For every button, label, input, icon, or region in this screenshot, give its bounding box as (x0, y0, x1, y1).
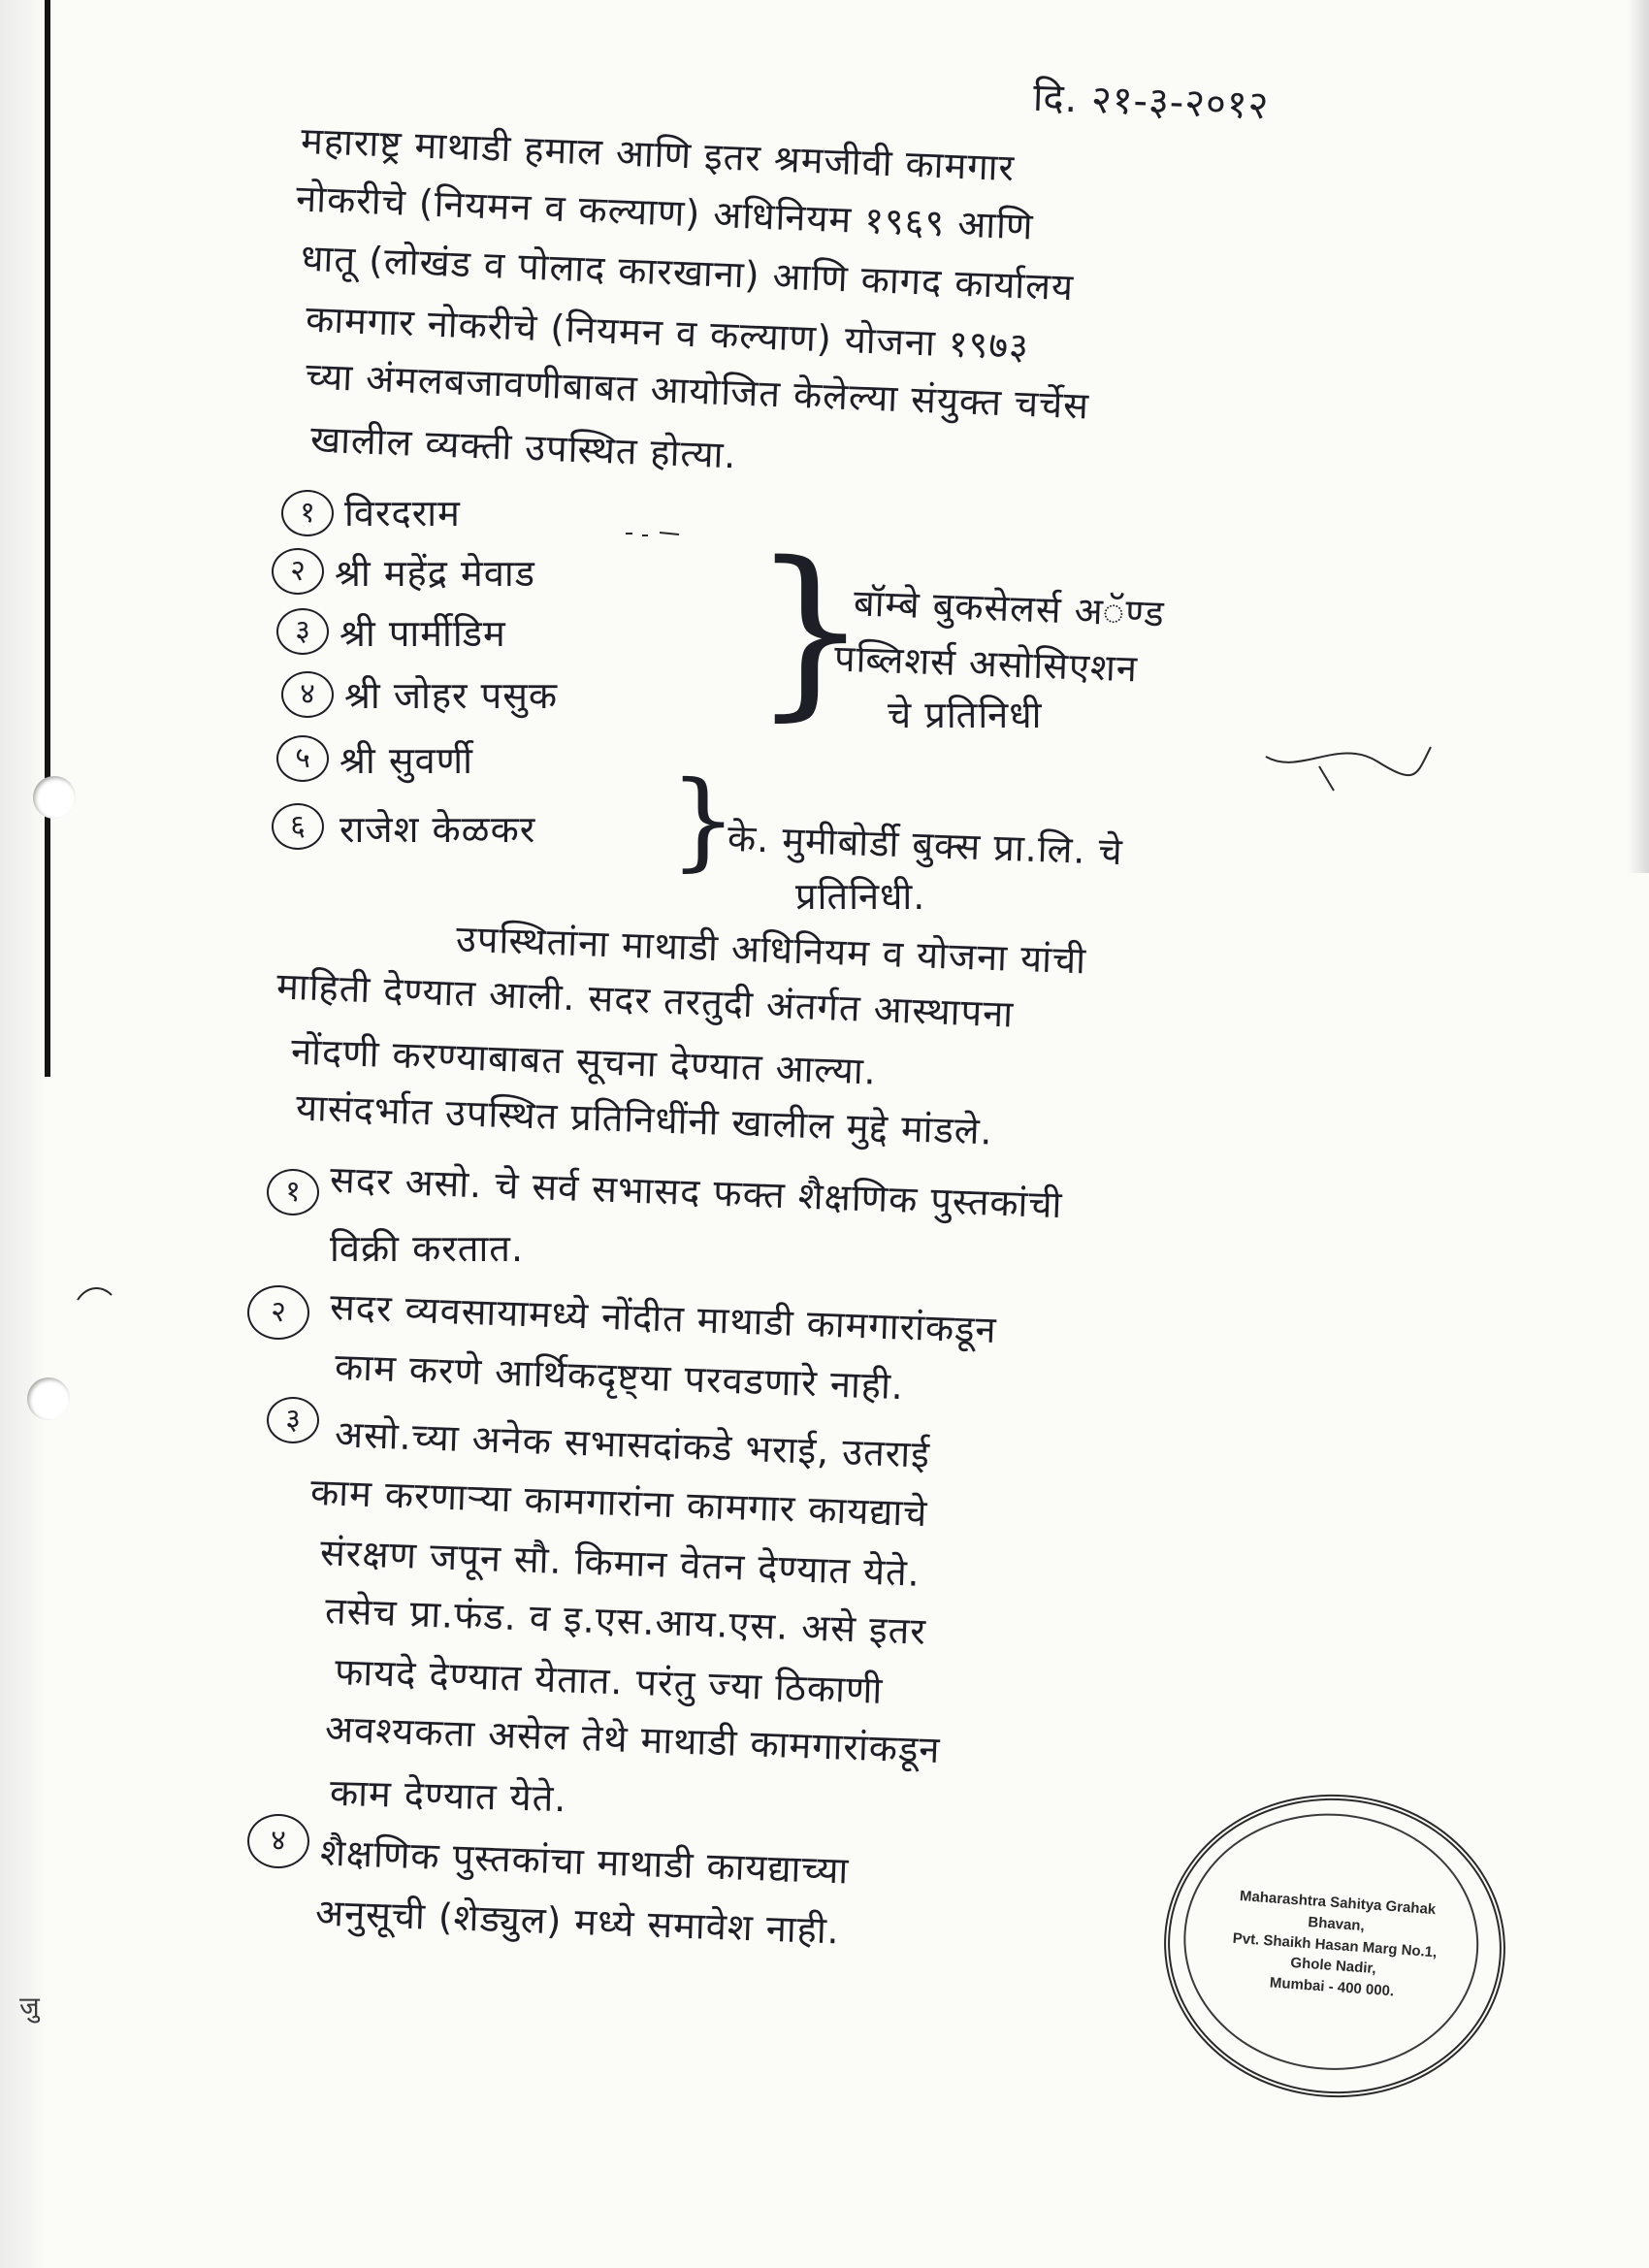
attendee-name-2: श्री महेंद्र मेवाड (335, 552, 536, 595)
para2-line-4: यासंदर्भात उपस्थित प्रतिनिधींनी खालील मुद्दे मांडले. (295, 1085, 994, 1153)
attendee-number-4: ४ (281, 671, 334, 718)
point-3-line-5: फायदे देण्यात येतात. परंतु ज्या ठिकाणी (334, 1650, 885, 1712)
point-1-line-2: विक्री करतात. (330, 1227, 525, 1270)
margin-tick-mark (73, 1280, 131, 1310)
attendee-number-5: ५ (276, 735, 329, 782)
organization-stamp (1154, 1783, 1516, 2109)
point-2-line-2: काम करणे आर्थिकदृष्ट्या परवडणारे नाही. (334, 1345, 905, 1409)
brace-group-2: } (669, 758, 737, 882)
point-number-3: ३ (267, 1397, 319, 1443)
intro-line-6: खालील व्यक्ती उपस्थित होत्या. (309, 417, 738, 477)
attendee-number-2: २ (272, 548, 324, 595)
stamp-line-3: Pvt. Shaikh Hasan Marg No.1, (1232, 1929, 1438, 1960)
attendee-name-5: श्री सुवर्णी (340, 739, 473, 782)
intro-line-5: च्या अंमलबजावणीबाबत आयोजित केलेल्या संयुक्त चर्चेस (305, 354, 1090, 428)
stamp-line-5: Mumbai - 400 000. (1269, 1974, 1395, 2000)
para2-line-1: उपस्थितांना माथाडी अधिनियम व योजना यांची (455, 917, 1087, 983)
attendee-number-3: ३ (276, 608, 329, 655)
group2-rep-line-1: के. मुमीबोर्डी बुक्स प्रा.लि. चे (727, 816, 1124, 874)
point-4-line-1: शैक्षणिक पुस्तकांचा माथाडी कायद्याच्या (319, 1831, 851, 1893)
intro-line-2: नोकरीचे (नियमन व कल्याण) अधिनियम १९६९ आणि (295, 177, 1035, 248)
para2-line-3: नोंदणी करण्याबाबत सूचना देण्यात आल्या. (290, 1029, 878, 1093)
attendee-number-6: ६ (272, 803, 324, 850)
group1-rep-line-3: चे प्रतिनिधी (888, 694, 1043, 736)
point-number-4: ४ (247, 1814, 309, 1868)
point-3-line-6: अवश्यकता असेल तेथे माथाडी कामगारांकडून (324, 1706, 942, 1772)
stray-dots-mark (621, 524, 689, 543)
brace-group-1: } (752, 523, 869, 737)
para2-line-2: माहिती देण्यात आली. सदर तरतुदी अंतर्गत आस्थापना (275, 964, 1015, 1036)
attendee-name-4: श्री जोहर पसुक (344, 674, 559, 717)
intro-line-3: धातू (लोखंड व पोलाद कारखाना) आणि कागद कार्यालय (300, 236, 1075, 309)
intro-line-4: कामगार नोकरीचे (नियमन व कल्याण) योजना १९७३ (305, 297, 1030, 369)
attendee-name-1: विरदराम (344, 492, 461, 535)
point-number-2: २ (247, 1285, 309, 1340)
stray-pen-scribble (1261, 718, 1436, 795)
attendee-name-3: श्री पार्मीडिम (340, 612, 506, 655)
point-3-line-1: असो.च्या अनेक सभासदांकडे भराई, उतराई (334, 1412, 931, 1476)
punch-hole-top (33, 776, 76, 819)
point-3-line-2: काम करणाऱ्या कामगारांना कामगार कायद्याचे (309, 1470, 929, 1536)
point-3-line-4: तसेच प्रा.फंड. व इ.एस.आय.एस. असे इतर (324, 1589, 927, 1653)
group2-rep-line-2: प्रतिनिधी. (795, 875, 926, 918)
stamp-line-2: Bhavan, (1307, 1913, 1366, 1934)
margin-line (45, 0, 50, 1077)
group1-rep-line-2: पब्लिशर्स असोसिएशन (833, 636, 1139, 691)
margin-mark: जु (19, 1991, 41, 2023)
point-number-1: १ (267, 1169, 319, 1215)
point-4-line-2: अनुसूची (शेड्युल) मध्ये समावेश नाही. (314, 1891, 841, 1953)
point-1-line-1: सदर असो. चे सर्व सभासद फक्त शैक्षणिक पुस्तकांची (329, 1157, 1064, 1227)
point-3-line-7: काम देण्यात येते. (329, 1770, 568, 1821)
paper-right-edge (1628, 0, 1649, 873)
letter-date: दि. २१-३-२०१२ (1032, 75, 1271, 129)
stamp-line-1: Maharashtra Sahitya Grahak (1239, 1888, 1437, 1919)
stamp-text (1220, 1885, 1450, 2006)
punch-hole-bottom (27, 1377, 70, 1420)
attendee-number-1: १ (281, 490, 334, 536)
attendee-name-6: राजेश केळकर (340, 808, 536, 851)
paper-left-edge (0, 0, 45, 2268)
point-3-line-3: संरक्षण जपून सौ. किमान वेतन देण्यात येते. (319, 1531, 922, 1595)
intro-line-1: महाराष्ट्र माथाडी हमाल आणि इतर श्रमजीवी कामगार (300, 118, 1016, 190)
group1-rep-line-1: बॉम्बे बुकसेलर्स अॅण्ड (853, 581, 1166, 635)
point-2-line-1: सदर व्यवसायामध्ये नोंदीत माथाडी कामगारांकडून (329, 1285, 998, 1351)
stamp-line-4: Ghole Nadir, (1289, 1955, 1377, 1978)
